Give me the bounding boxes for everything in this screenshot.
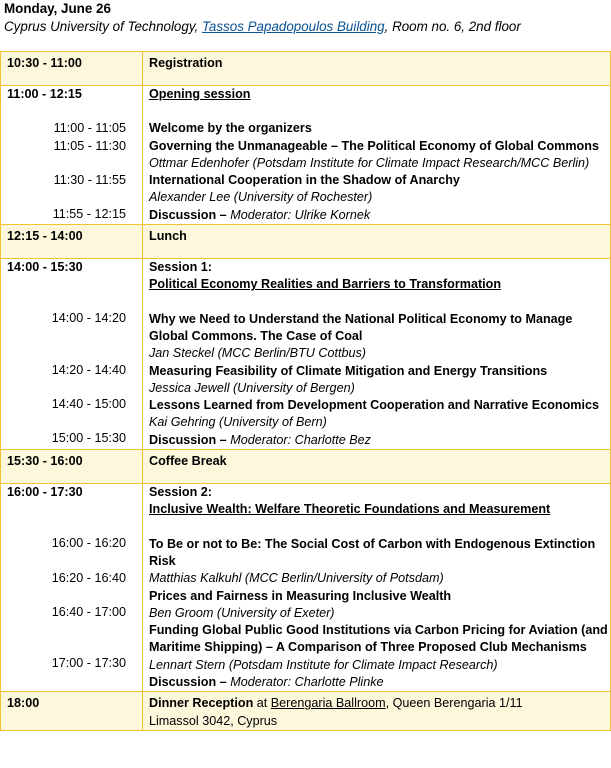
location-line xyxy=(4,18,521,36)
speaker: Lennart Stern xyxy=(149,657,226,672)
slot-time: 11:55 - 12:15 xyxy=(52,207,126,222)
slot-time: 11:00 - 11:05 xyxy=(53,121,126,136)
slot-time: 14:40 - 15:00 xyxy=(51,396,126,411)
time-column xyxy=(1,259,143,450)
item-title: Coffee Break xyxy=(143,450,611,484)
building-link[interactable]: Tassos Papadopoulos Building xyxy=(201,19,385,34)
time-cell: 12:15 - 14:00 xyxy=(1,225,143,259)
speaker-affiliation: (Potsdam Institute for Climate Impact Research) xyxy=(225,657,498,672)
talk-title: Measuring Feasibility of Climate Mitigation and Energy Transitions xyxy=(149,363,548,378)
slot-time: 14:20 - 14:40 xyxy=(51,362,126,377)
discussion-label: Discussion – xyxy=(149,207,227,222)
coffee-row xyxy=(1,450,611,484)
lunch-row xyxy=(1,225,611,259)
talk-title: To Be or not to Be: The Social Cost of Carbon with Endogenous Extinction Risk xyxy=(149,536,596,568)
content-column xyxy=(143,484,611,692)
talk-title-cont: Maritime Shipping) – A Comparison of Three Proposed Club Mechanisms xyxy=(149,640,587,655)
talk-title: Prices and Fairness in Measuring Inclusive Wealth xyxy=(149,588,452,603)
dinner-title: Dinner Reception xyxy=(149,696,254,711)
session-label: Session 2: xyxy=(149,485,212,500)
time-cell: 10:30 - 11:00 xyxy=(1,52,143,86)
dinner-cell xyxy=(143,692,611,731)
session-title: Political Economy Realities and Barriers to Transformation xyxy=(149,277,502,292)
time-cell: 15:30 - 16:00 xyxy=(1,450,143,484)
speaker: Ben Groom (University of Exeter) xyxy=(149,605,335,620)
talk-title: International Cooperation in the Shadow of Anarchy xyxy=(149,173,460,188)
discussion-line xyxy=(149,432,610,449)
moderator: Moderator: Ulrike Kornek xyxy=(230,207,371,222)
opening-session-block xyxy=(1,86,611,225)
slot-time: 16:00 - 16:20 xyxy=(51,536,126,551)
slot-time: 16:20 - 16:40 xyxy=(51,570,126,585)
session-title: Inclusive Wealth: Welfare Theoretic Foundations and Measurement xyxy=(149,502,551,517)
talk-title: Why we Need to Understand the National Political Economy to Manage xyxy=(149,311,573,326)
session-1-block xyxy=(1,259,611,450)
moderator: Moderator: Charlotte Bez xyxy=(230,432,371,447)
location-prefix: Cyprus University of Technology, xyxy=(4,19,202,34)
talk-title: Funding Global Public Good Institutions via Carbon Pricing for Aviation (and xyxy=(149,623,608,638)
speaker: Alexander Lee (University of Rochester) xyxy=(149,190,373,205)
block-time: 14:00 - 15:30 xyxy=(7,260,83,275)
discussion-line xyxy=(149,674,610,691)
location-suffix: , Room no. 6, 2nd floor xyxy=(384,19,521,34)
venue-link[interactable]: Berengaria Ballroom xyxy=(270,696,386,711)
content-column xyxy=(143,259,611,450)
dinner-city: Limassol 3042, Cyprus xyxy=(149,713,278,728)
slot-time: 15:00 - 15:30 xyxy=(51,431,126,446)
item-title: Lunch xyxy=(143,225,611,259)
talk-title: Welcome by the organizers xyxy=(149,121,312,136)
speaker: Jan Steckel (MCC Berlin/BTU Cottbus) xyxy=(149,346,366,361)
dinner-address: , Queen Berengaria 1/11 xyxy=(385,696,523,711)
speaker-line xyxy=(149,657,610,674)
session-2-block xyxy=(1,484,611,692)
discussion-label: Discussion – xyxy=(149,675,227,690)
dinner-row xyxy=(1,692,611,731)
time-column xyxy=(1,484,143,692)
slot-time: 11:05 - 11:30 xyxy=(53,138,126,153)
schedule-table xyxy=(0,51,611,731)
block-time: 11:00 - 12:15 xyxy=(7,87,82,101)
discussion-label: Discussion – xyxy=(149,432,227,447)
discussion-line xyxy=(149,207,610,224)
speaker: Ottmar Edenhofer (Potsdam Institute for Climate Impact Research/MCC Berlin) xyxy=(149,155,590,170)
moderator: Moderator: Charlotte Plinke xyxy=(230,675,384,690)
talk-title: Lessons Learned from Development Cooperation and Narrative Economics xyxy=(149,398,599,413)
speaker: Matthias Kalkuhl (MCC Berlin/University of Potsdam) xyxy=(149,571,444,586)
talk-title-cont: Global Commons. The Case of Coal xyxy=(149,328,363,343)
day-title: Monday, June 26 xyxy=(4,1,111,16)
speaker: Jessica Jewell (University of Bergen) xyxy=(149,380,355,395)
page-header xyxy=(4,0,521,36)
dinner-at: at xyxy=(253,696,271,711)
slot-time: 17:00 - 17:30 xyxy=(51,656,126,671)
time-column xyxy=(1,86,143,225)
slot-time: 11:30 - 11:55 xyxy=(53,172,126,187)
item-title: Registration xyxy=(143,52,611,86)
registration-row xyxy=(1,52,611,86)
slot-time: 16:40 - 17:00 xyxy=(51,604,126,619)
content-column xyxy=(143,86,611,225)
block-time: 16:00 - 17:30 xyxy=(7,485,83,500)
speaker: Kai Gehring (University of Bern) xyxy=(149,415,327,430)
slot-time: 14:00 - 14:20 xyxy=(51,311,126,326)
session-title: Opening session xyxy=(149,87,251,101)
session-label: Session 1: xyxy=(149,260,212,275)
time-cell: 18:00 xyxy=(1,692,143,731)
talk-title: Governing the Unmanageable – The Political Economy of Global Commons xyxy=(149,138,599,153)
